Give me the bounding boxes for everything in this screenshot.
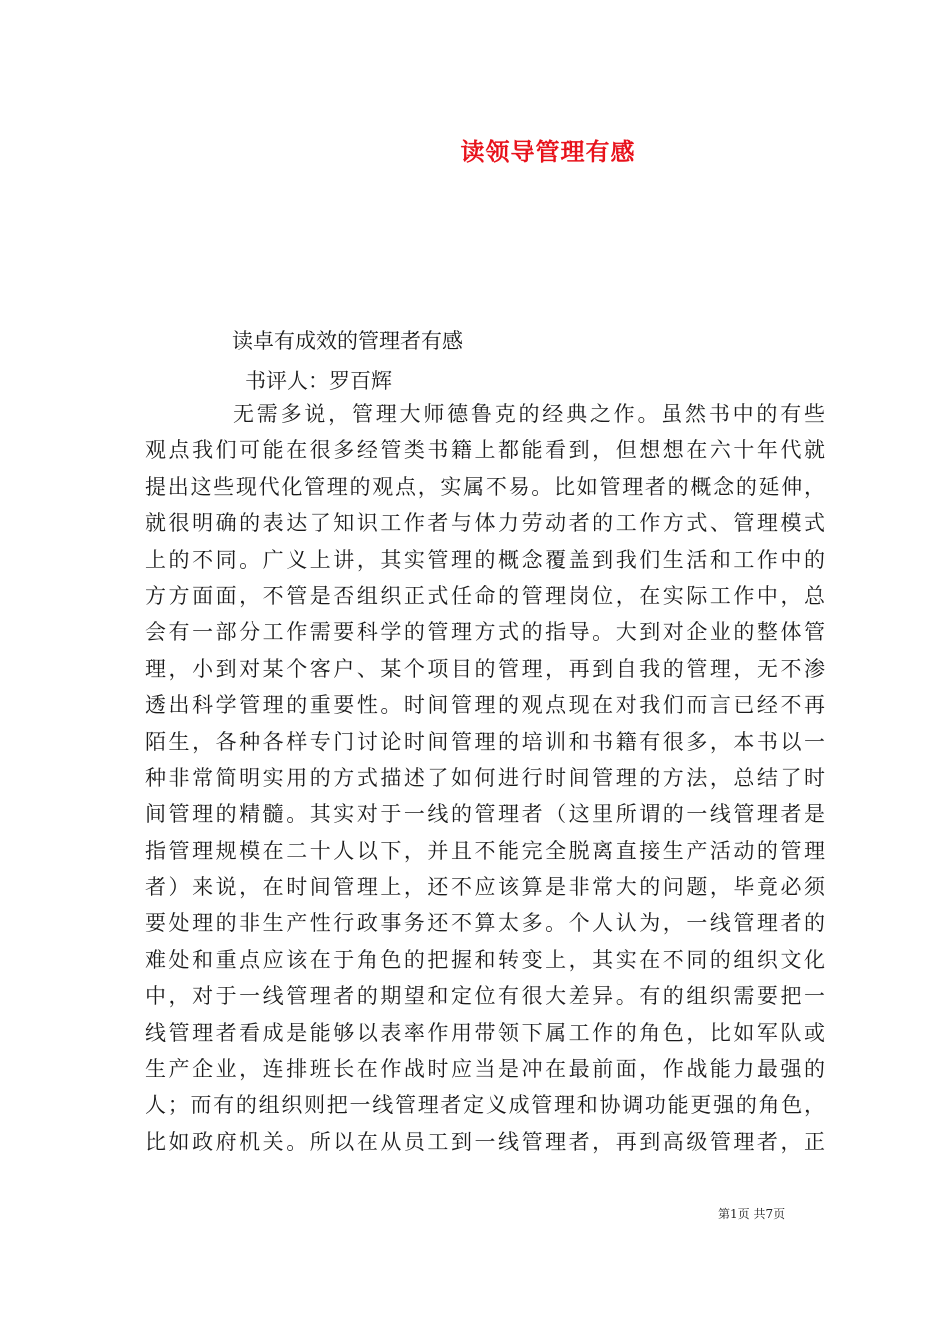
body-line: 就很明确的表达了知识工作者与体力劳动者的工作方式、管理模式: [145, 511, 825, 536]
page-indicator: 第1页 共7页: [718, 1207, 786, 1221]
body-line: 指管理规模在二十人以下，并且不能完全脱离直接生产活动的管理: [145, 838, 825, 863]
reviewer-label: 书评人：: [245, 369, 329, 393]
document-title: 读领导管理有感: [460, 137, 636, 166]
body-line: 间管理的精髓。其实对于一线的管理者（这里所谓的一线管理者是: [145, 802, 825, 827]
reviewer-name: 罗百辉: [329, 369, 392, 393]
body-line: 难处和重点应该在于角色的把握和转变上，其实在不同的组织文化: [145, 947, 825, 972]
body-line: 方方面面，不管是否组织正式任命的管理岗位，在实际工作中，总: [145, 583, 825, 608]
body-line: 无需多说，管理大师德鲁克的经典之作。虽然书中的有些: [233, 402, 825, 426]
body-line: 人；而有的组织则把一线管理者定义成管理和协调功能更强的角色，: [145, 1093, 825, 1118]
body-line: 生产企业，连排班长在作战时应当是冲在最前面，作战能力最强的: [145, 1057, 825, 1082]
book-subtitle: 读卓有成效的管理者有感: [232, 329, 463, 353]
body-line: 者）来说，在时间管理上，还不应该算是非常大的问题，毕竟必须: [145, 875, 825, 900]
body-line: 会有一部分工作需要科学的管理方式的指导。大到对企业的整体管: [145, 620, 825, 645]
body-line: 提出这些现代化管理的观点，实属不易。比如管理者的概念的延伸，: [145, 474, 825, 499]
body-line: 观点我们可能在很多经管类书籍上都能看到，但想想在六十年代就: [145, 438, 825, 463]
body-text: [145, 396, 825, 1160]
body-line: 陌生，各种各样专门讨论时间管理的培训和书籍有很多，本书以一: [145, 729, 825, 754]
body-line: 中，对于一线管理者的期望和定位有很大差异。有的组织需要把一: [145, 984, 825, 1009]
body-line: 透出科学管理的重要性。时间管理的观点现在对我们而言已经不再: [145, 693, 825, 718]
body-line: 种非常简明实用的方式描述了如何进行时间管理的方法，总结了时: [145, 765, 825, 790]
body-line: 上的不同。广义上讲，其实管理的概念覆盖到我们生活和工作中的: [145, 547, 825, 572]
body-line: 线管理者看成是能够以表率作用带领下属工作的角色，比如军队或: [145, 1020, 825, 1045]
body-line: 理，小到对某个客户、某个项目的管理，再到自我的管理，无不渗: [145, 656, 825, 681]
body-line: 要处理的非生产性行政事务还不算太多。个人认为，一线管理者的: [145, 911, 825, 936]
reviewer-line: [245, 365, 392, 395]
body-line: 比如政府机关。所以在从员工到一线管理者，再到高级管理者，正: [145, 1129, 825, 1154]
